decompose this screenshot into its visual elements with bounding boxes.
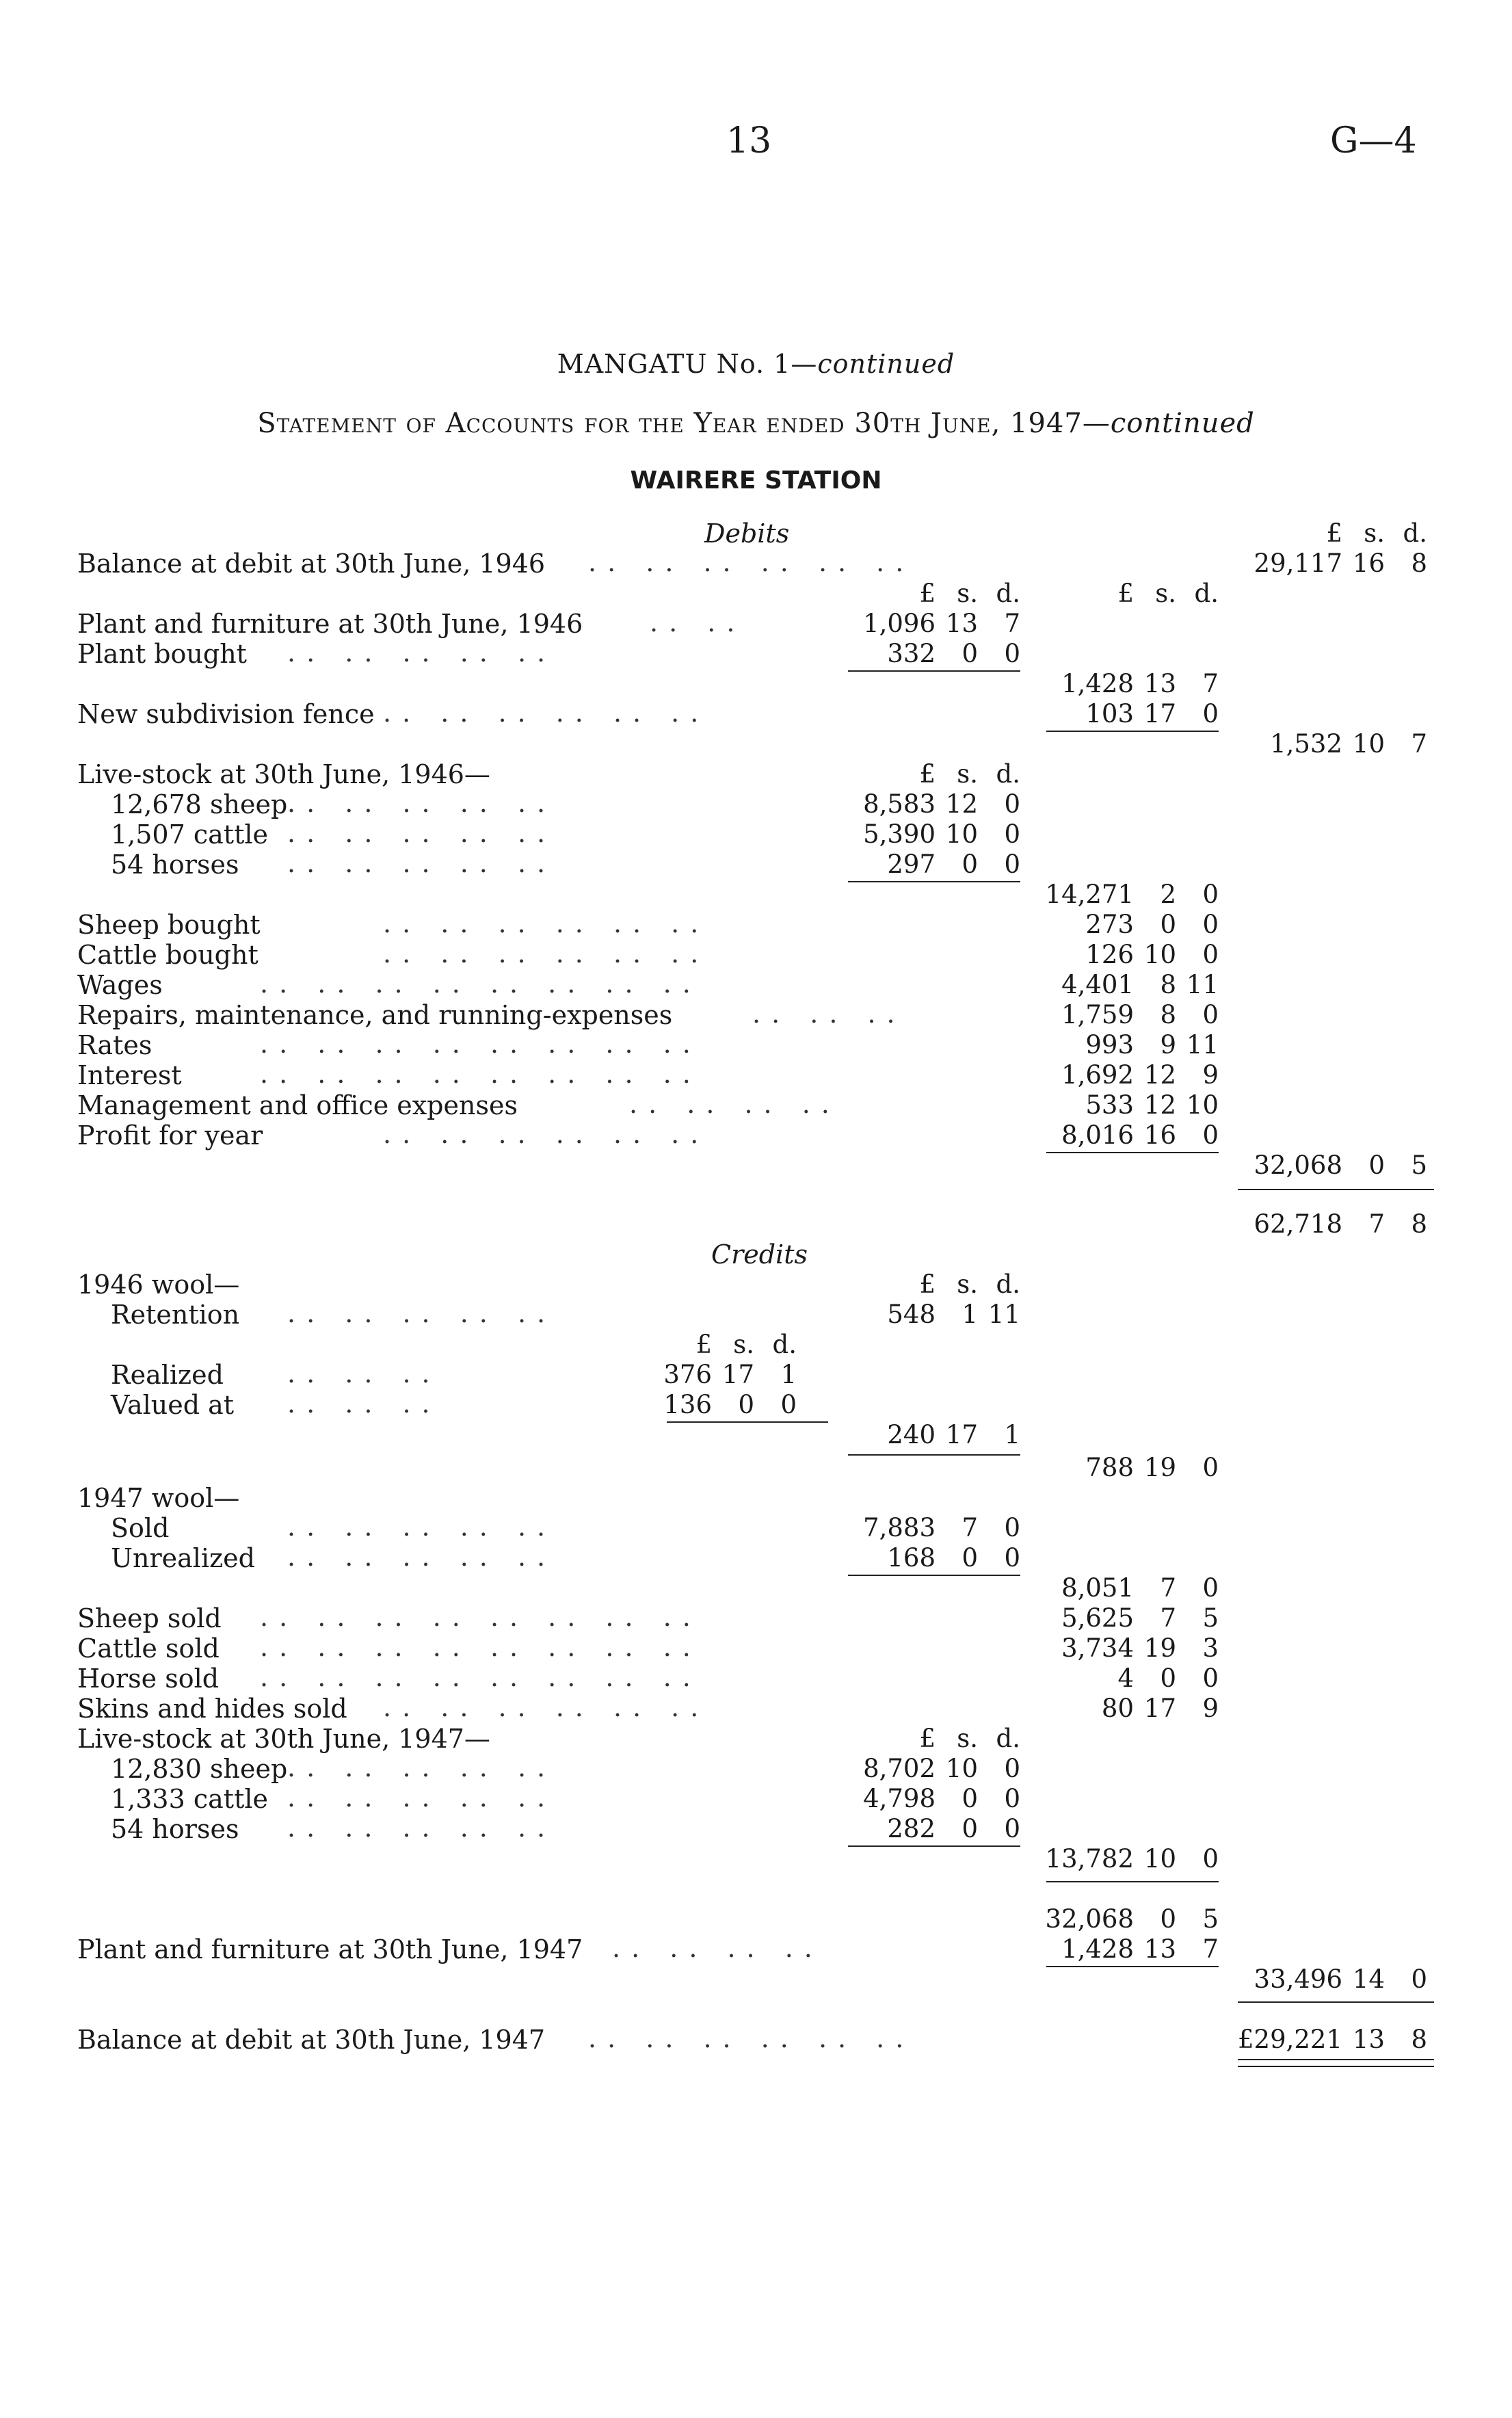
pounds: 282 xyxy=(887,1814,936,1843)
pounds: 4,798 xyxy=(863,1784,936,1813)
leader-dots: .. .. xyxy=(650,607,746,638)
shillings: 2 xyxy=(1160,880,1176,909)
pence: 1 xyxy=(1004,1420,1020,1449)
pounds: 103 xyxy=(1085,699,1134,728)
pence: 0 xyxy=(1004,819,1020,849)
pence: 3 xyxy=(1202,1633,1219,1663)
rule-line xyxy=(1238,2001,1434,2003)
shillings: 0 xyxy=(961,1543,978,1573)
shillings: 7 xyxy=(1160,1573,1176,1603)
col-shillings: s. xyxy=(1364,518,1385,548)
shillings: 13 xyxy=(1143,1934,1176,1964)
title-statement-main: Statement of Accounts for the Year ended 30th June, 1947— xyxy=(257,408,1111,439)
rule-line xyxy=(1046,731,1219,732)
pence: 5 xyxy=(1202,1904,1219,1934)
shillings: 8 xyxy=(1160,1000,1176,1029)
pounds: 32,068 xyxy=(1254,1151,1342,1180)
cattle-sold-label: Cattle sold xyxy=(77,1633,220,1664)
pence: 5 xyxy=(1202,1603,1219,1633)
realized-label: Realized xyxy=(111,1360,224,1390)
pounds: 7,883 xyxy=(863,1513,936,1542)
shillings: 0 xyxy=(1160,910,1176,939)
rule-line xyxy=(848,1454,1020,1456)
col-pence: d. xyxy=(1403,518,1427,548)
leader-dots: .. .. .. .. .. .. xyxy=(588,547,915,577)
pounds: 533 xyxy=(1085,1090,1134,1120)
leader-dots: .. .. .. .. .. .. xyxy=(588,2023,915,2053)
shillings: 10 xyxy=(1143,940,1176,969)
shillings: 7 xyxy=(1368,1209,1385,1239)
double-rule xyxy=(1238,2059,1434,2067)
pounds: 3,734 xyxy=(1061,1633,1134,1663)
pounds: 14,271 xyxy=(1045,880,1134,909)
pounds: 80 xyxy=(1101,1694,1134,1723)
sheep-sold-label: Sheep sold xyxy=(77,1603,222,1633)
pounds: 1,759 xyxy=(1061,1000,1134,1029)
pence: 0 xyxy=(1004,1754,1020,1783)
pounds: 993 xyxy=(1085,1030,1134,1060)
pounds: 548 xyxy=(887,1300,936,1329)
pounds: 297 xyxy=(887,850,936,879)
livestock-1947-cattle-label: 1,333 cattle xyxy=(111,1784,268,1814)
pounds: 8,702 xyxy=(863,1754,936,1783)
pence: 0 xyxy=(1202,910,1219,939)
livestock-1947-heading: Live-stock at 30th June, 1947— xyxy=(77,1724,490,1754)
rule-line xyxy=(1238,1189,1434,1190)
plant-furniture-1947-label: Plant and furniture at 30th June, 1947 xyxy=(77,1934,583,1964)
leader-dots: .. .. .. .. .. xyxy=(287,638,557,668)
unrealized-label: Unrealized xyxy=(111,1543,255,1573)
pounds: 29,117 xyxy=(1254,549,1342,578)
pence: 8 xyxy=(1411,549,1427,578)
shillings: 10 xyxy=(1352,729,1385,759)
shillings: 7 xyxy=(1160,1603,1176,1633)
wool-1947-heading: 1947 wool— xyxy=(77,1483,240,1513)
col-pounds: £ xyxy=(1326,518,1342,548)
leader-dots: .. .. .. .. .. xyxy=(287,1813,557,1843)
leader-dots: .. .. .. .. .. xyxy=(287,1512,557,1542)
shillings: 19 xyxy=(1143,1633,1176,1663)
rule-line xyxy=(848,1575,1020,1576)
pounds: 1,096 xyxy=(863,609,936,638)
shillings: 17 xyxy=(945,1420,978,1449)
pounds: 273 xyxy=(1085,910,1134,939)
expense-interest-label: Interest xyxy=(77,1060,182,1090)
leader-dots: .. .. .. .. .. .. xyxy=(383,938,710,969)
pence: 0 xyxy=(1202,940,1219,969)
pence: 7 xyxy=(1202,669,1219,698)
leader-dots: .. .. .. .. .. .. .. .. xyxy=(260,1662,702,1692)
rule-line xyxy=(848,670,1020,672)
shillings: 12 xyxy=(1143,1090,1176,1120)
col-pounds: £ xyxy=(919,1270,936,1299)
leader-dots: .. .. .. xyxy=(287,1389,441,1419)
livestock-1946-heading: Live-stock at 30th June, 1946— xyxy=(77,759,490,789)
col-pounds: £ xyxy=(919,1724,936,1753)
pence: 7 xyxy=(1202,1934,1219,1964)
pounds: 13,782 xyxy=(1045,1844,1134,1874)
balance-1947-label: Balance at debit at 30th June, 1947 xyxy=(77,2025,546,2055)
pounds: 4,401 xyxy=(1061,970,1134,999)
shillings: 8 xyxy=(1160,970,1176,999)
pence: 0 xyxy=(1202,880,1219,909)
col-pence: d. xyxy=(1194,579,1219,608)
pence: 8 xyxy=(1411,2025,1427,2054)
pence: 8 xyxy=(1411,1209,1427,1239)
pounds: 126 xyxy=(1085,940,1134,969)
title-mangatu-continued: continued xyxy=(817,349,955,379)
pounds: 8,016 xyxy=(1061,1120,1134,1150)
title-mangatu-main: MANGATU No. 1— xyxy=(557,349,818,379)
rule-line xyxy=(667,1421,828,1423)
pence: 0 xyxy=(1004,1814,1020,1843)
plant-furniture-1946-label: Plant and furniture at 30th June, 1946 xyxy=(77,609,583,639)
page-number: 13 xyxy=(726,120,772,161)
pence: 0 xyxy=(1004,1784,1020,1813)
pence: 0 xyxy=(1004,639,1020,668)
leader-dots: .. .. .. .. .. .. xyxy=(383,908,710,938)
leader-dots: .. .. .. .. .. .. .. .. xyxy=(260,1602,702,1632)
shillings: 0 xyxy=(1160,1664,1176,1693)
wool-1946-heading: 1946 wool— xyxy=(77,1270,240,1300)
pence: 0 xyxy=(780,1390,797,1419)
shillings: 1 xyxy=(961,1300,978,1329)
shillings: 9 xyxy=(1160,1030,1176,1060)
credits-heading: Credits xyxy=(711,1239,808,1270)
pence: 0 xyxy=(1202,699,1219,728)
col-pounds: £ xyxy=(919,579,936,608)
shillings: 17 xyxy=(721,1360,754,1389)
leader-dots: .. .. .. .. .. xyxy=(287,788,557,818)
pence: 7 xyxy=(1411,729,1427,759)
pence: 0 xyxy=(1202,1844,1219,1874)
expense-rates-label: Rates xyxy=(77,1030,152,1060)
title-statement-continued: continued xyxy=(1110,408,1255,439)
col-pence: d. xyxy=(996,1724,1020,1753)
col-shillings: s. xyxy=(957,579,978,608)
shillings: 10 xyxy=(1143,1844,1176,1874)
pounds: 33,496 xyxy=(1254,1964,1342,1994)
rule-line xyxy=(1046,1966,1219,1967)
shillings: 10 xyxy=(945,1754,978,1783)
col-pounds: £ xyxy=(919,759,936,789)
pounds: 8,051 xyxy=(1061,1573,1134,1603)
pence: 0 xyxy=(1202,1000,1219,1029)
horse-sold-label: Horse sold xyxy=(77,1664,220,1694)
leader-dots: .. .. .. .. .. xyxy=(287,818,557,848)
shillings: 13 xyxy=(1143,669,1176,698)
col-shillings: s. xyxy=(733,1330,754,1359)
expense-wages-label: Wages xyxy=(77,970,163,1000)
shillings: 12 xyxy=(945,789,978,819)
fence-label: New subdivision fence xyxy=(77,699,375,729)
pence: 0 xyxy=(1202,1453,1219,1482)
leader-dots: .. .. .. .. .. .. .. .. xyxy=(260,1059,702,1089)
expense-management-label: Management and office expenses xyxy=(77,1090,518,1120)
pounds: 168 xyxy=(887,1543,936,1573)
title-station: WAIRERE STATION xyxy=(630,466,882,495)
pence: 0 xyxy=(1004,789,1020,819)
col-pounds: £ xyxy=(695,1330,712,1359)
pounds: 62,718 xyxy=(1254,1209,1342,1239)
pounds: £29,221 xyxy=(1237,2025,1342,2054)
pence: 10 xyxy=(1186,1090,1219,1120)
leader-dots: .. .. .. .. .. .. xyxy=(383,1692,710,1722)
col-shillings: s. xyxy=(957,1724,978,1753)
pounds: 376 xyxy=(663,1360,712,1389)
rule-line xyxy=(1046,1152,1219,1153)
col-shillings: s. xyxy=(1155,579,1176,608)
livestock-1947-sheep-label: 12,830 sheep xyxy=(111,1754,288,1784)
livestock-1946-horses-label: 54 horses xyxy=(111,850,239,880)
pounds: 332 xyxy=(887,639,936,668)
expense-cattle-bought-label: Cattle bought xyxy=(77,940,258,970)
balance-1946-label: Balance at debit at 30th June, 1946 xyxy=(77,549,546,579)
shillings: 0 xyxy=(961,1784,978,1813)
pence: 0 xyxy=(1202,1120,1219,1150)
livestock-1946-cattle-label: 1,507 cattle xyxy=(111,819,268,850)
shillings: 0 xyxy=(738,1390,754,1419)
sold-label: Sold xyxy=(111,1513,170,1543)
shillings: 10 xyxy=(945,819,978,849)
rule-line xyxy=(848,881,1020,882)
leader-dots: .. .. .. .. .. .. .. .. xyxy=(260,1029,702,1059)
pounds: 32,068 xyxy=(1045,1904,1134,1934)
leader-dots: .. .. .. xyxy=(287,1358,441,1389)
leader-dots: .. .. .. .. .. xyxy=(287,1298,557,1328)
shillings: 0 xyxy=(1368,1151,1385,1180)
pence: 1 xyxy=(780,1360,797,1389)
col-shillings: s. xyxy=(957,759,978,789)
pence: 0 xyxy=(1004,1543,1020,1573)
pence: 5 xyxy=(1411,1151,1427,1180)
shillings: 12 xyxy=(1143,1060,1176,1090)
pence: 0 xyxy=(1004,850,1020,879)
pence: 11 xyxy=(987,1300,1020,1329)
shillings: 0 xyxy=(961,850,978,879)
shillings: 14 xyxy=(1352,1964,1385,1994)
pence: 0 xyxy=(1411,1964,1427,1994)
shillings: 0 xyxy=(1160,1904,1176,1934)
leader-dots: .. .. .. .. .. .. xyxy=(383,698,710,728)
pence: 11 xyxy=(1186,970,1219,999)
col-pence: d. xyxy=(996,579,1020,608)
pence: 0 xyxy=(1202,1573,1219,1603)
leader-dots: .. .. .. .. .. .. .. .. xyxy=(260,969,702,999)
pence: 0 xyxy=(1004,1513,1020,1542)
rule-line xyxy=(1046,1881,1219,1882)
profit-label: Profit for year xyxy=(77,1120,263,1151)
leader-dots: .. .. .. .. .. xyxy=(287,848,557,878)
leader-dots: .. .. .. .. .. xyxy=(287,1752,557,1783)
pounds: 8,583 xyxy=(863,789,936,819)
expense-repairs-label: Repairs, maintenance, and running-expenses xyxy=(77,1000,673,1030)
pence: 11 xyxy=(1186,1030,1219,1060)
leader-dots: .. .. .. .. .. xyxy=(287,1783,557,1813)
valued-at-label: Valued at xyxy=(111,1390,235,1420)
pounds: 1,532 xyxy=(1270,729,1342,759)
plant-bought-label: Plant bought xyxy=(77,639,247,669)
page-reference: G—4 xyxy=(1330,120,1417,161)
shillings: 19 xyxy=(1143,1453,1176,1482)
shillings: 13 xyxy=(945,609,978,638)
col-pence: d. xyxy=(996,1270,1020,1299)
col-pence: d. xyxy=(996,759,1020,789)
leader-dots: .. .. .. .. xyxy=(629,1089,840,1119)
pence: 9 xyxy=(1202,1694,1219,1723)
shillings: 0 xyxy=(961,1814,978,1843)
col-shillings: s. xyxy=(957,1270,978,1299)
shillings: 0 xyxy=(961,639,978,668)
shillings: 16 xyxy=(1352,549,1385,578)
title-statement xyxy=(0,408,1512,439)
col-pence: d. xyxy=(772,1330,797,1359)
pounds: 4 xyxy=(1117,1664,1134,1693)
pounds: 1,428 xyxy=(1061,669,1134,698)
shillings: 17 xyxy=(1143,1694,1176,1723)
expense-sheep-bought-label: Sheep bought xyxy=(77,910,261,940)
pence: 9 xyxy=(1202,1060,1219,1090)
pounds: 5,390 xyxy=(863,819,936,849)
shillings: 13 xyxy=(1352,2025,1385,2054)
col-pounds: £ xyxy=(1117,579,1134,608)
pounds: 788 xyxy=(1085,1453,1134,1482)
retention-label: Retention xyxy=(111,1300,240,1330)
pounds: 1,692 xyxy=(1061,1060,1134,1090)
leader-dots: .. .. .. .. .. .. xyxy=(383,1119,710,1149)
leader-dots: .. .. .. .. .. xyxy=(287,1542,557,1572)
pounds: 240 xyxy=(887,1420,936,1449)
livestock-1947-horses-label: 54 horses xyxy=(111,1814,239,1844)
shillings: 17 xyxy=(1143,699,1176,728)
rule-line xyxy=(848,1845,1020,1847)
pounds: 5,625 xyxy=(1061,1603,1134,1633)
livestock-1946-sheep-label: 12,678 sheep xyxy=(111,789,288,819)
skins-hides-sold-label: Skins and hides sold xyxy=(77,1694,347,1724)
leader-dots: .. .. .. .. .. .. .. .. xyxy=(260,1632,702,1662)
leader-dots: .. .. .. xyxy=(752,999,906,1029)
title-mangatu xyxy=(0,349,1512,379)
pence: 7 xyxy=(1004,609,1020,638)
shillings: 16 xyxy=(1143,1120,1176,1150)
pence: 0 xyxy=(1202,1664,1219,1693)
pounds: 1,428 xyxy=(1061,1934,1134,1964)
leader-dots: .. .. .. .. xyxy=(612,1933,823,1963)
debits-heading: Debits xyxy=(704,518,790,549)
pounds: 136 xyxy=(663,1390,712,1419)
shillings: 7 xyxy=(961,1513,978,1542)
